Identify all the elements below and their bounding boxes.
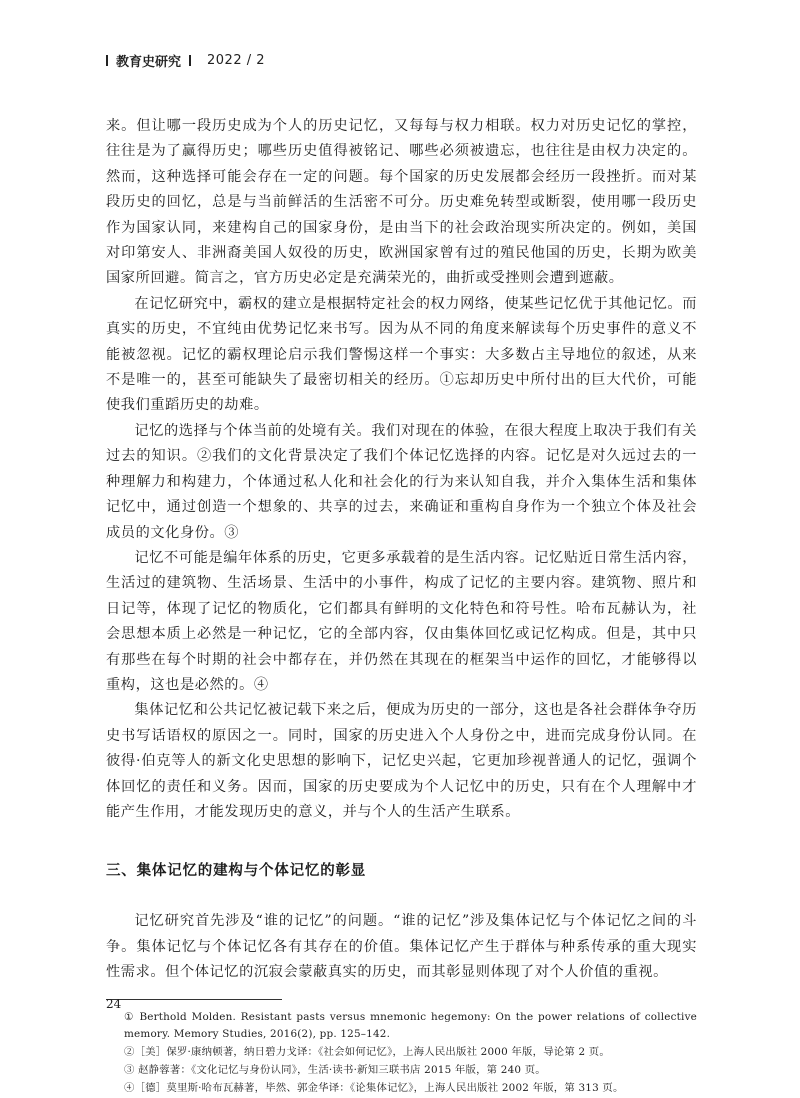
footnotes <box>106 1009 697 1098</box>
body-paragraph: 集体记忆和公共记忆被记载下来之后，便成为历史的一部分，这也是各社会群体争夺历史书写话语权的原因之一。同时，国家的历史进入个人身份之中，进而完成身份认同。在彼得·伯克等人的新文化史思想的影响下，记忆史兴起，它更加珍视普通人的记忆，强调个体回忆的责任和义务。因而，国家的历史要成为个人记忆中的历史，只有在个人理解中才能产生作用，才能发现历史的意义，并与个人的生活产生联系。 <box>106 702 697 820</box>
page-number: 24 <box>106 997 122 1011</box>
article-body <box>106 114 697 1098</box>
body-paragraph: 记忆的选择与个体当前的处境有关。我们对现在的体验，在很大程度上取决于我们有关过去的知识。②我们的文化背景决定了我们个体记忆选择的内容。记忆是对久远过去的一种理解力和构建力，个体通过私人化和社会化的行为来认知自我，并介入集体生活和集体记忆中，通过创造一个想象的、共享的过去，来确证和重构自身作为一个独立个体及社会成员的文化身份。③ <box>106 422 697 541</box>
footnote-separator <box>106 999 282 1000</box>
body-paragraph: 记忆不可能是编年体系的历史，它更多承载着的是生活内容。记忆贴近日常生活内容，生活过的建筑物、生活场景、生活中的小事件，构成了记忆的主要内容。建筑物、照片和日记等，体现了记忆的物质化，它们都具有鲜明的文化特色和符号性。哈布瓦赫认为，社会思想本质上必然是一种记忆，它的全部内容，仅由集体回忆或记忆构成。但是，其中只有那些在每个时期的社会中都存在，并仍然在其现在的框架当中运作的回忆，才能够得以重构，这也是必然的。④ <box>106 549 697 693</box>
footnote: ④［德］莫里斯·哈布瓦赫著，毕然、郭金华译：《论集体记忆》，上海人民出版社 2002 年版，第 313 页。 <box>124 1081 624 1094</box>
body-paragraph: 记忆研究首先涉及“谁的记忆”的问题。“谁的记忆”涉及集体记忆与个体记忆之间的斗争。集体记忆与个体记忆各有其存在的价值。集体记忆产生于群体与种系传承的重大现实性需求。但个体记忆的沉寂会蒙蔽真实的历史，而其彰显则体现了对个人价值的重视。 <box>106 913 697 981</box>
journal-issue: 2022 / 2 <box>207 52 266 68</box>
body-paragraph: 来。但让哪一段历史成为个人的历史记忆，又每每与权力相联。权力对历史记忆的掌控，往往是为了赢得历史；哪些历史值得被铭记、哪些必须被遗忘，也往往是由权力决定的。然而，这种选择可能会存在一定的问题。每个国家的历史发展都会经历一段挫折。而对某段历史的回忆，总是与当前鲜活的生活密不可分。历史难免转型或断裂，使用哪一段历史作为国家认同，来建构自己的国家身份，是由当下的社会政治现实所决定的。例如，美国对印第安人、非洲裔美国人奴役的历史，欧洲国家曾有过的殖民他国的历史，长期为欧美国家所回避。简言之，官方历史必定是充满荣光的，曲折或受挫则会遭到遮蔽。 <box>106 118 697 287</box>
journal-title: 教育史研究 <box>116 54 182 70</box>
section-heading: 三、集体记忆的建构与个体记忆的彰显 <box>106 863 367 880</box>
footnote: ① Berthold Molden. Resistant pasts versus mnemonic hegemony: On the power relations of collective memory. Memory Studies, 2016(2), pp. 125–142. <box>124 1010 697 1041</box>
footnote: ③ 赵静蓉著：《文化记忆与身份认同》，生活·读书·新知三联书店 2015 年版，第 240 页。 <box>124 1063 546 1076</box>
header-divider <box>106 55 108 66</box>
footnote: ②［美］保罗·康纳顿著，纳日碧力戈译：《社会如何记忆》，上海人民出版社 2000 年版，导论第 2 页。 <box>124 1046 610 1059</box>
header-divider <box>189 55 191 66</box>
running-header <box>106 49 265 71</box>
body-paragraph: 在记忆研究中，霸权的建立是根据特定社会的权力网络，使某些记忆优于其他记忆。而真实的历史，不宜纯由优势记忆来书写。因为从不同的角度来解读每个历史事件的意义不能被忽视。记忆的霸权理论启示我们警惕这样一个事实：大多数占主导地位的叙述，从来不是唯一的，甚至可能缺失了最密切相关的经历。①忘却历史中所付出的巨大代价，可能使我们重蹈历史的劫难。 <box>106 295 697 414</box>
